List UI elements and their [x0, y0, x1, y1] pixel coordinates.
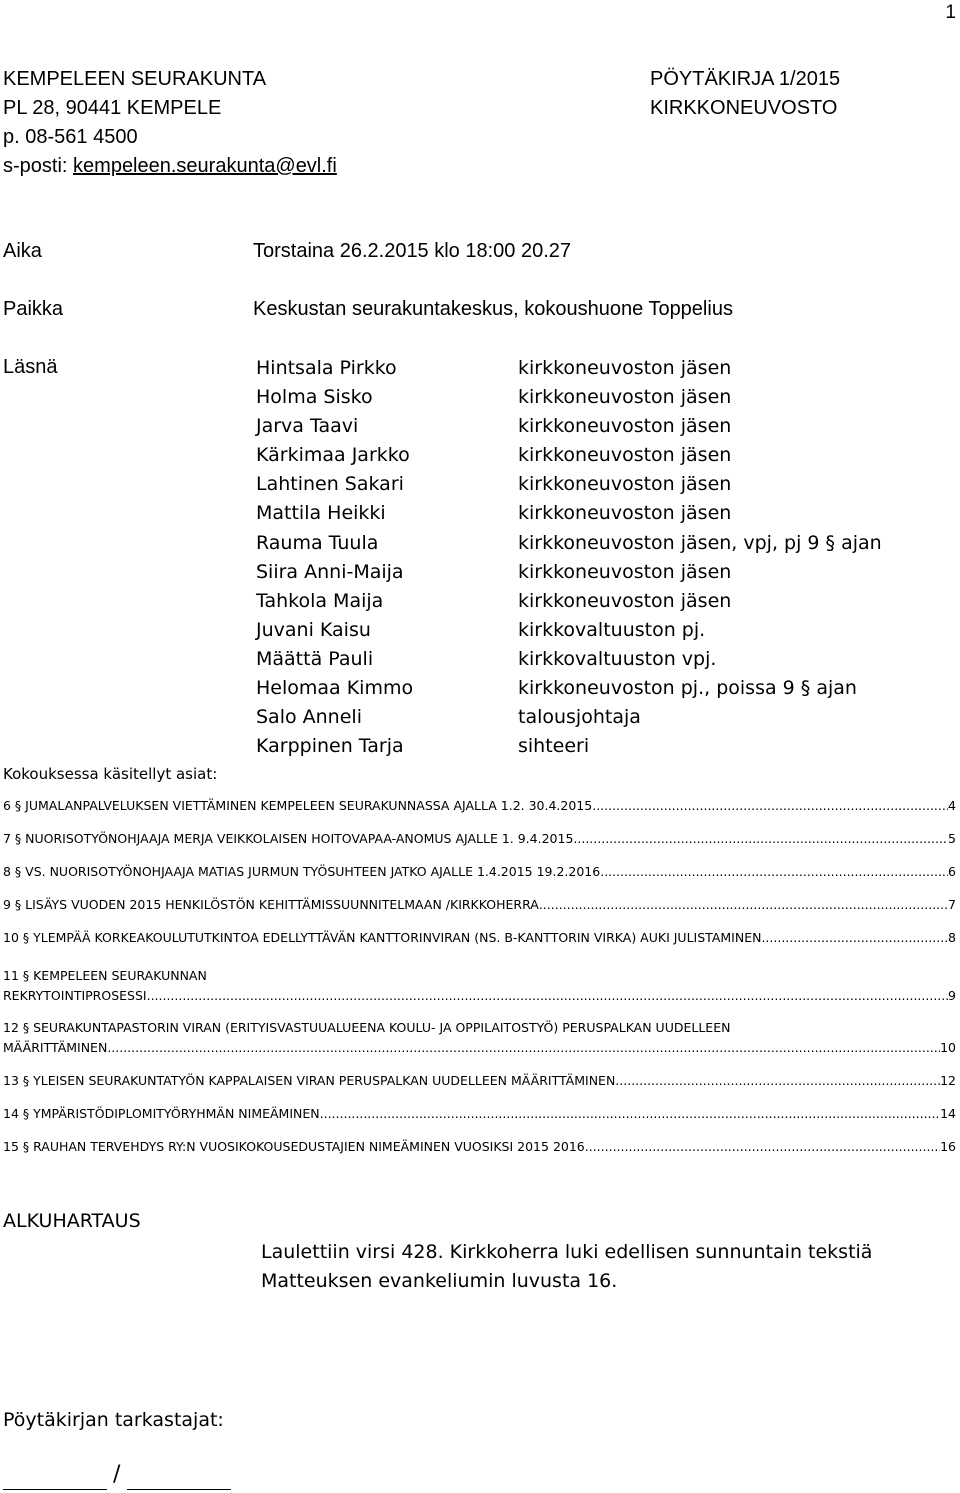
toc-entry[interactable] — [3, 1137, 956, 1157]
attendee-role: kirkkoneuvoston jäsen, vpj, pj 9 § ajan — [518, 531, 882, 554]
toc-entry[interactable] — [3, 1104, 956, 1124]
toc-leader — [585, 1137, 940, 1157]
toc-leader — [107, 1038, 940, 1058]
time-label: Aika — [3, 240, 42, 262]
attendee-role: kirkkoneuvoston pj., poissa 9 § ajan — [518, 677, 857, 700]
email-prefix: s-posti: — [3, 155, 74, 177]
document-title: PÖYTÄKIRJA 1/2015 — [650, 68, 841, 90]
toc-page-number: 10 — [940, 1040, 956, 1055]
toc-entry[interactable] — [3, 895, 956, 915]
time-value: Torstaina 26.2.2015 klo 18:00 20.27 — [253, 240, 572, 262]
attendee-name: Holma Sisko — [256, 386, 373, 409]
signature-line-2[interactable] — [127, 1489, 231, 1490]
toc-entry[interactable] — [3, 928, 956, 948]
attendee-name: Jarva Taavi — [256, 415, 359, 438]
document-header — [650, 65, 840, 123]
toc-entry-line — [3, 986, 956, 1006]
toc-leader — [600, 862, 948, 882]
attendee-name: Siira Anni-Maija — [256, 560, 404, 583]
opening-text-line: Laulettiin virsi 428. Kirkkoherra luki edellisen sunnuntain tekstiä — [261, 1241, 873, 1263]
toc-page-number: 14 — [940, 1106, 956, 1121]
toc-entry-title: 14 § YMPÄRISTÖDIPLOMITYÖRYHMÄN NIMEÄMINEN — [3, 1106, 320, 1121]
toc-leader — [573, 829, 948, 849]
toc-leader — [615, 1071, 940, 1091]
agenda-label: Kokouksessa käsitellyt asiat: — [3, 765, 218, 783]
toc-entry-title: 10 § YLEMPÄÄ KORKEAKOULUTUTKINTOA EDELLYTTÄVÄN KANTTORINVIRAN (NS. B-KANTTORIN VIRKA) AUKI JULISTAMINEN — [3, 930, 762, 945]
toc-entry[interactable] — [3, 1071, 956, 1091]
toc-page-number: 8 — [948, 930, 956, 945]
toc-entry-title: 6 § JUMALANPALVELUKSEN VIETTÄMINEN KEMPELEEN SEURAKUNNASSA AJALLA 1.2. 30.4.2015 — [3, 798, 593, 813]
attendee-name: Määttä Pauli — [256, 647, 374, 670]
document-body: KIRKKONEUVOSTO — [650, 97, 838, 119]
signature-line-1[interactable] — [3, 1489, 107, 1490]
toc-entry-line — [3, 796, 956, 816]
org-address: PL 28, 90441 KEMPELE — [3, 97, 222, 119]
toc-page-number: 4 — [948, 798, 956, 813]
signature-separator: / — [113, 1462, 121, 1487]
attendee-name: Tahkola Maija — [256, 589, 384, 612]
toc-page-number: 5 — [948, 831, 956, 846]
opening-text — [261, 1238, 872, 1296]
toc-entry-line — [3, 928, 956, 948]
toc-page-number: 6 — [948, 864, 956, 879]
toc-page-number: 7 — [948, 897, 956, 912]
attendee-role: talousjohtaja — [518, 706, 641, 729]
toc-entry-title: 15 § RAUHAN TERVEHDYS RY:N VUOSIKOKOUSEDUSTAJIEN NIMEÄMINEN VUOSIKSI 2015 2016 — [3, 1139, 585, 1154]
attendee-name: Helomaa Kimmo — [256, 677, 414, 700]
attendee-name: Hintsala Pirkko — [256, 357, 397, 379]
toc-entry-line — [3, 1071, 956, 1091]
reviewers-label: Pöytäkirjan tarkastajat: — [3, 1409, 224, 1431]
toc-entry-line — [3, 966, 956, 986]
organization-header — [3, 65, 337, 181]
attendee-name: Mattila Heikki — [256, 502, 386, 525]
attendee-role: kirkkovaltuuston vpj. — [518, 647, 717, 670]
toc-entry-title: MÄÄRITTÄMINEN — [3, 1040, 108, 1055]
attendee-name: Salo Anneli — [256, 706, 362, 729]
attendee-role: kirkkoneuvoston jäsen — [518, 560, 732, 583]
place-label: Paikka — [3, 298, 64, 320]
attendee-role: kirkkoneuvoston jäsen — [518, 473, 732, 496]
attendee-role: kirkkoneuvoston jäsen — [518, 415, 732, 438]
toc-entry-line — [3, 1104, 956, 1124]
toc-leader — [147, 986, 948, 1006]
org-phone: p. 08-561 4500 — [3, 126, 138, 148]
toc-entry[interactable] — [3, 966, 956, 1006]
attendee-name: Kärkimaa Jarkko — [256, 444, 410, 467]
attendee-role: kirkkoneuvoston jäsen — [518, 502, 732, 525]
attendee-role: kirkkoneuvoston jäsen — [518, 589, 732, 612]
toc-entry[interactable] — [3, 1018, 956, 1058]
toc-page-number: 16 — [940, 1139, 956, 1154]
attendee-name: Rauma Tuula — [256, 531, 379, 554]
toc-leader — [320, 1104, 940, 1124]
section-title-opening: ALKUHARTAUS — [3, 1210, 141, 1232]
place-value: Keskustan seurakuntakeskus, kokoushuone Toppelius — [253, 298, 733, 320]
toc-page-number: 12 — [940, 1073, 956, 1088]
toc-entry[interactable] — [3, 796, 956, 816]
attendee-name: Lahtinen Sakari — [256, 473, 404, 496]
attendee-role: kirkkoneuvoston jäsen — [518, 386, 732, 409]
toc-page-number: 9 — [948, 988, 956, 1003]
opening-text-line: Matteuksen evankeliumin luvusta 16. — [261, 1270, 618, 1292]
toc-entry-title: REKRYTOINTIPROSESSI — [3, 988, 147, 1003]
toc-entry-line — [3, 829, 956, 849]
attendee-role: kirkkovaltuuston pj. — [518, 618, 706, 641]
toc-leader — [592, 796, 948, 816]
toc-entry-title: 11 § KEMPELEEN SEURAKUNNAN — [3, 968, 207, 983]
toc-entry-line — [3, 862, 956, 882]
page-number: 1 — [945, 2, 956, 23]
toc-entry-title: 13 § YLEISEN SEURAKUNTATYÖN KAPPALAISEN VIRAN PERUSPALKAN UUDELLEEN MÄÄRITTÄMINEN — [3, 1073, 616, 1088]
toc-entry-title: 7 § NUORISOTYÖNOHJAAJA MERJA VEIKKOLAISEN HOITOVAPAA-ANOMUS AJALLE 1. 9.4.2015 — [3, 831, 574, 846]
toc-entry-line — [3, 1137, 956, 1157]
toc-entry-line — [3, 1038, 956, 1058]
attendee-role: kirkkoneuvoston jäsen — [518, 444, 732, 467]
toc-entry-title: 12 § SEURAKUNTAPASTORIN VIRAN (ERITYISVASTUUALUEENA KOULU- JA OPPILAITOSTYÖ) PERUSPALKAN UUDELLEEN — [3, 1020, 731, 1035]
toc-entry[interactable] — [3, 829, 956, 849]
toc-leader — [539, 895, 948, 915]
org-email-line — [3, 152, 337, 181]
org-name: KEMPELEEN SEURAKUNTA — [3, 68, 267, 90]
toc-entry[interactable] — [3, 862, 956, 882]
email-link[interactable]: kempeleen.seurakunta@evl.fi — [73, 155, 337, 177]
toc-entry-title: 9 § LISÄYS VUODEN 2015 HENKILÖSTÖN KEHITTÄMISSUUNNITELMAAN /KIRKKOHERRA — [3, 897, 539, 912]
toc-leader — [761, 928, 948, 948]
present-label: Läsnä — [3, 356, 58, 378]
attendee-role: kirkkoneuvoston jäsen — [518, 357, 732, 379]
attendee-name: Juvani Kaisu — [256, 618, 371, 641]
toc-entry-line — [3, 1018, 956, 1038]
toc-entry-line — [3, 895, 956, 915]
attendee-name: Karppinen Tarja — [256, 735, 404, 758]
attendee-role: sihteeri — [518, 735, 590, 758]
toc-entry-title: 8 § VS. NUORISOTYÖNOHJAAJA MATIAS JURMUN TYÖSUHTEEN JATKO AJALLE 1.4.2015 19.2.2016 — [3, 864, 601, 879]
